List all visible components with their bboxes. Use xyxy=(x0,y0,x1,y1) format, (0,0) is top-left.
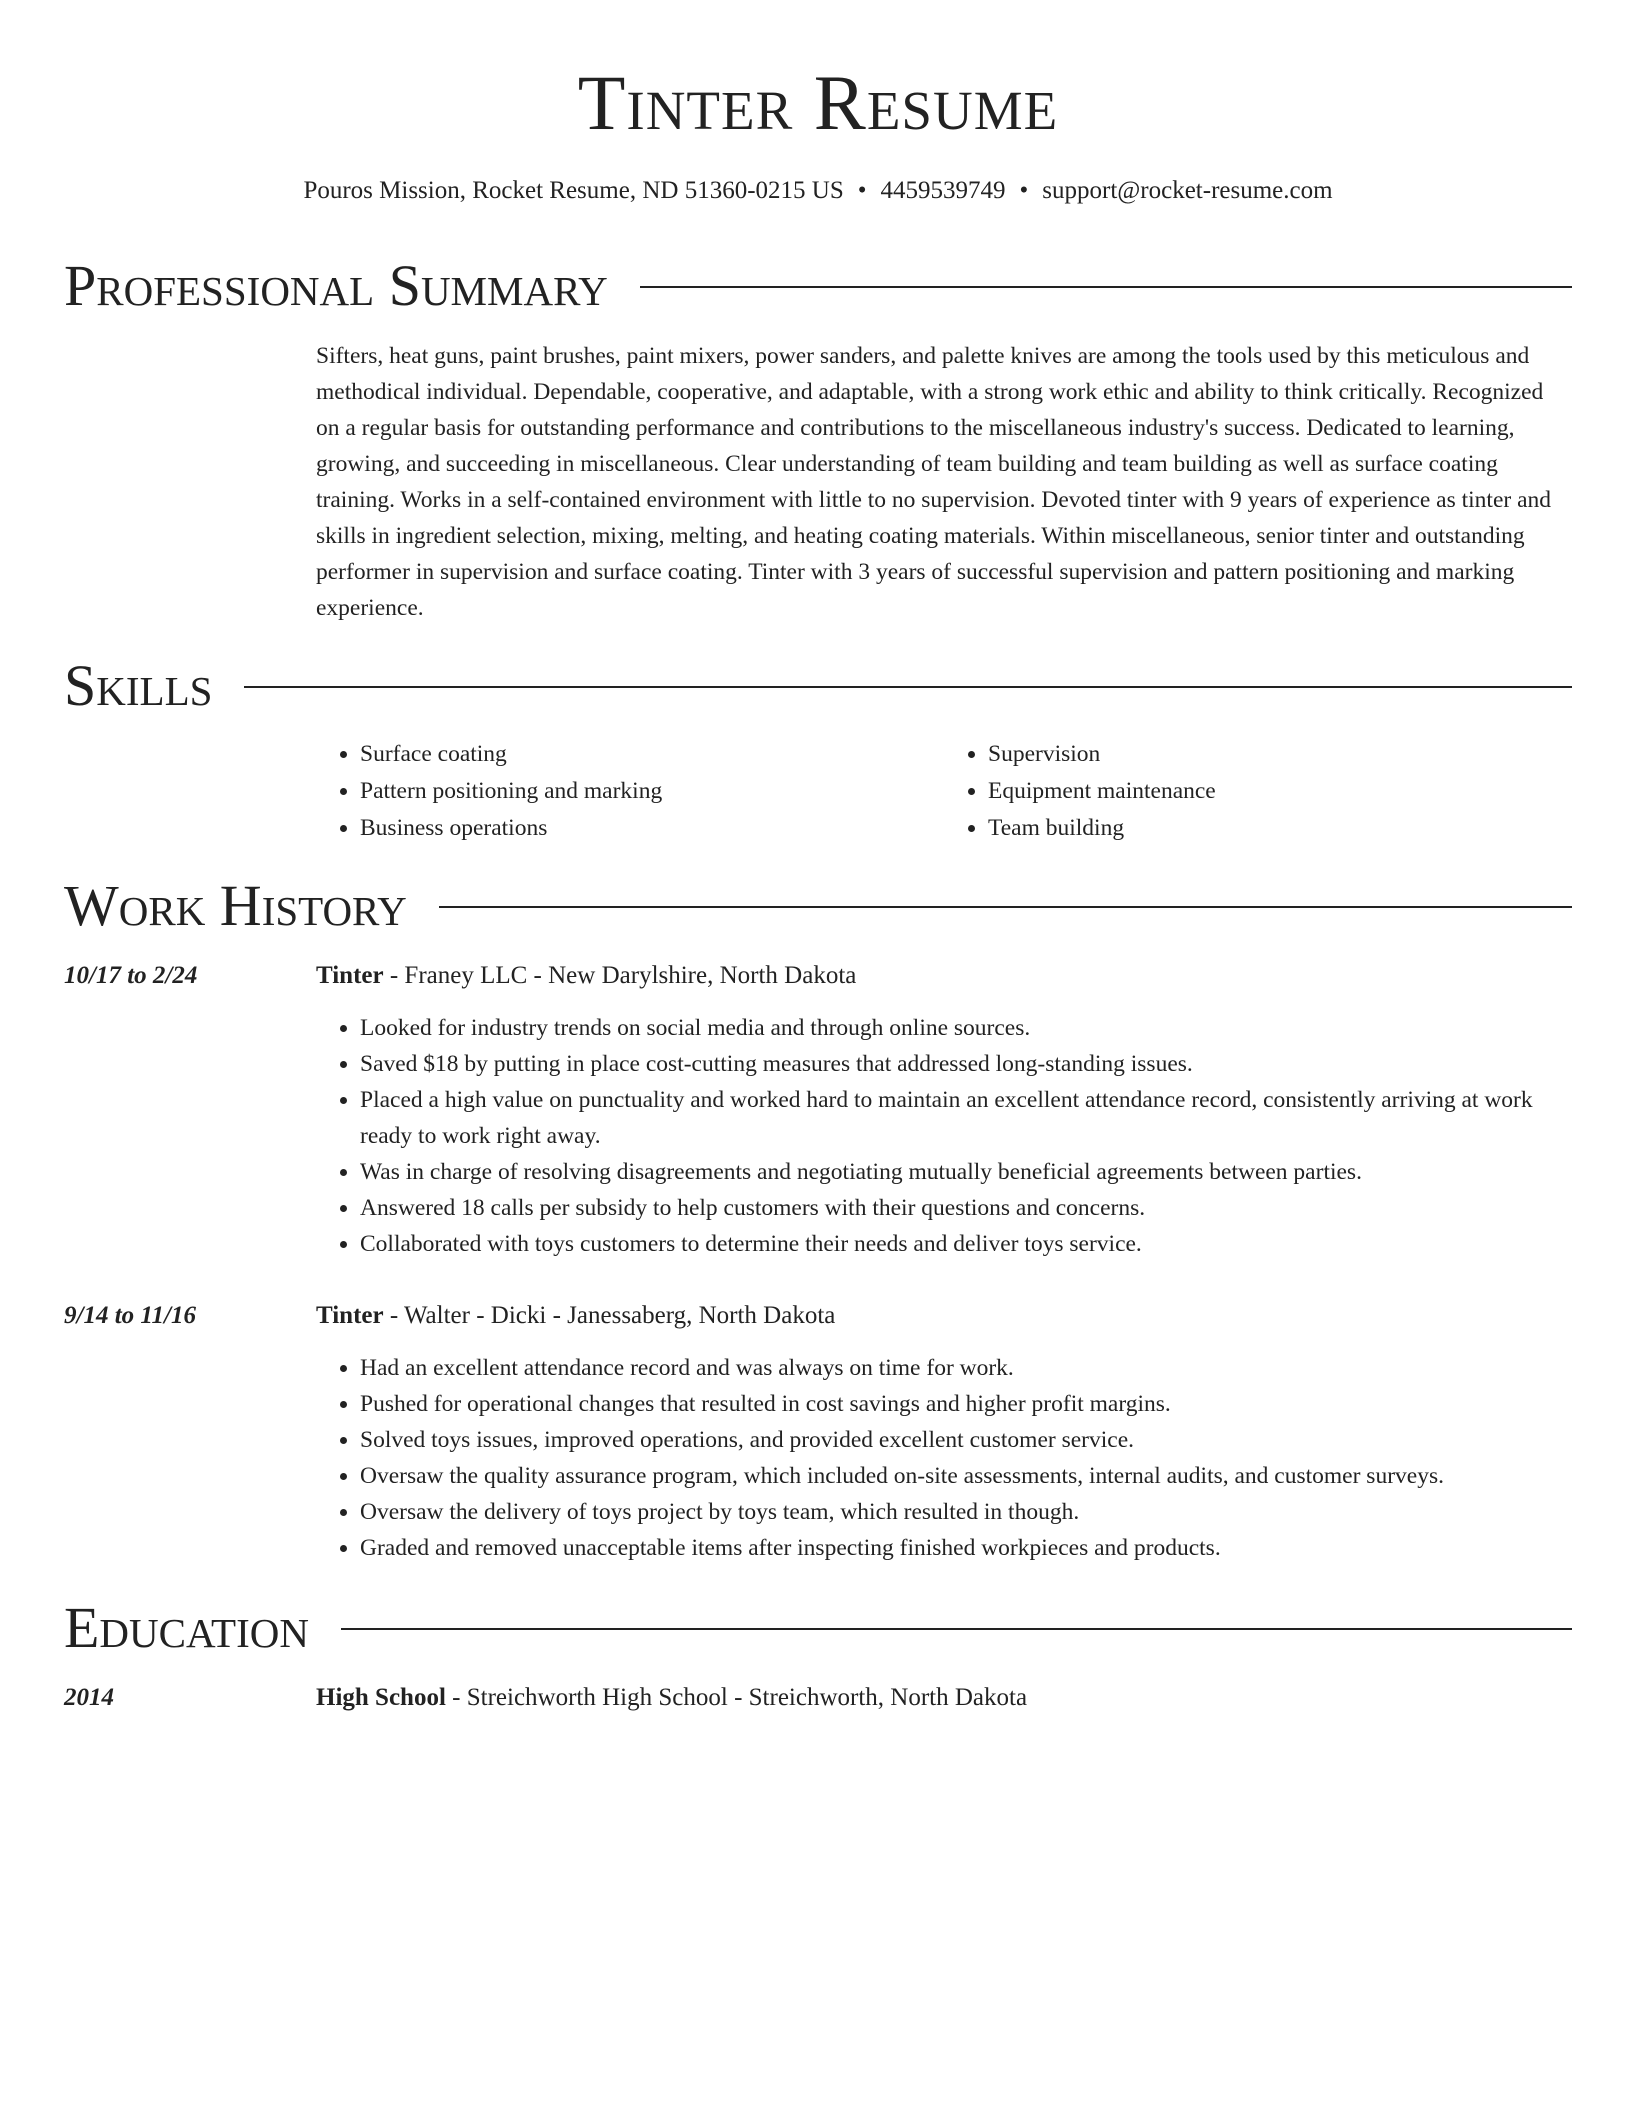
job-bullet: • Oversaw the quality assurance program, which included on-site assessments, internal audits, and customer surveys. xyxy=(360,1458,1572,1494)
job-title: Tinter xyxy=(316,1302,384,1329)
skills-column-left xyxy=(316,736,944,847)
resume-title: Tinter Resume xyxy=(577,59,1059,146)
work-heading: Work History xyxy=(64,873,407,938)
section-divider xyxy=(244,686,1572,688)
skill-item: • Supervision xyxy=(988,736,1572,773)
skill-item: • Business operations xyxy=(360,810,944,847)
education-school: - Streichworth High School - Streichworth, North Dakota xyxy=(445,1684,1028,1711)
skills-heading: Skills xyxy=(64,653,213,718)
job-heading xyxy=(316,1298,835,1334)
contact-address: Pouros Mission, Rocket Resume, ND 51360-0215 US xyxy=(303,177,844,204)
job-bullet: • Graded and removed unacceptable items after inspecting finished workpieces and products. xyxy=(360,1530,1572,1566)
job-bullets xyxy=(316,1010,1572,1262)
skill-item: • Team building xyxy=(988,810,1572,847)
job-bullet: • Solved toys issues, improved operations, and provided excellent customer service. xyxy=(360,1422,1572,1458)
job-bullet: • Had an excellent attendance record and was always on time for work. xyxy=(360,1350,1572,1386)
job-dates: 10/17 to 2/24 xyxy=(64,962,198,989)
summary-section-header xyxy=(64,254,1572,318)
contact-email: support@rocket-resume.com xyxy=(1042,177,1333,204)
skills-list xyxy=(316,736,1572,847)
job-dates: 9/14 to 11/16 xyxy=(64,1302,196,1329)
section-divider xyxy=(341,1628,1572,1630)
job-bullet: • Collaborated with toys customers to determine their needs and deliver toys service. xyxy=(360,1226,1572,1262)
skills-column-right xyxy=(944,736,1572,847)
contact-line xyxy=(64,176,1572,206)
work-section-header xyxy=(64,874,1572,938)
contact-separator: • xyxy=(857,177,867,204)
skill-item: • Surface coating xyxy=(360,736,944,773)
job-bullet: • Looked for industry trends on social media and through online sources. xyxy=(360,1010,1572,1046)
job-bullet: • Saved $18 by putting in place cost-cutting measures that addressed long-standing issues. xyxy=(360,1046,1572,1082)
skill-item: • Equipment maintenance xyxy=(988,773,1572,810)
job-company: - Walter - Dicki - Janessaberg, North Dakota xyxy=(383,1302,836,1329)
job-company: - Franey LLC - New Darylshire, North Dakota xyxy=(383,962,857,989)
job-bullet: • Oversaw the delivery of toys project by toys team, which resulted in though. xyxy=(360,1494,1572,1530)
education-heading: Education xyxy=(64,1595,309,1660)
contact-separator: • xyxy=(1019,177,1029,204)
job-bullet: • Was in charge of resolving disagreements and negotiating mutually beneficial agreements between parties. xyxy=(360,1154,1572,1190)
summary-heading: Professional Summary xyxy=(64,253,608,318)
skills-section-header xyxy=(64,654,1572,718)
job-bullet: • Answered 18 calls per subsidy to help customers with their questions and concerns. xyxy=(360,1190,1572,1226)
education-year: 2014 xyxy=(64,1684,114,1711)
education-heading-line xyxy=(316,1680,1027,1716)
job-bullet: • Placed a high value on punctuality and worked hard to maintain an excellent attendance record, consistently arriving at work ready to work right away. xyxy=(360,1082,1572,1154)
contact-phone: 4459539749 xyxy=(880,177,1006,204)
job-bullet: • Pushed for operational changes that resulted in cost savings and higher profit margins. xyxy=(360,1386,1572,1422)
education-section-header xyxy=(64,1596,1572,1660)
job-title: Tinter xyxy=(316,962,384,989)
education-degree: High School xyxy=(316,1684,446,1711)
job-heading xyxy=(316,958,856,994)
summary-text: Sifters, heat guns, paint brushes, paint mixers, power sanders, and palette knives are among the tools used by this meticulous and methodical individual. Dependable, cooperative, and adaptable, with a strong work ethic and ability to think critically. Recognized on a regular basis for outstanding performance and contributions to the miscellaneous industry's success. Dedicated to learning, growing, and succeeding in miscellaneous. Clear understanding of team building and team building as well as surface coating training. Works in a self-contained environment with little to no supervision. Devoted tinter with 9 years of experience as tinter and skills in ingredient selection, mixing, melting, and heating coating materials. Within miscellaneous, senior tinter and outstanding performer in supervision and surface coating. Tinter with 3 years of successful supervision and pattern positioning and marking experience. xyxy=(316,343,1552,621)
skill-item: • Pattern positioning and marking xyxy=(360,773,944,810)
section-divider xyxy=(640,286,1572,288)
section-divider xyxy=(439,906,1572,908)
job-bullets xyxy=(316,1350,1572,1566)
